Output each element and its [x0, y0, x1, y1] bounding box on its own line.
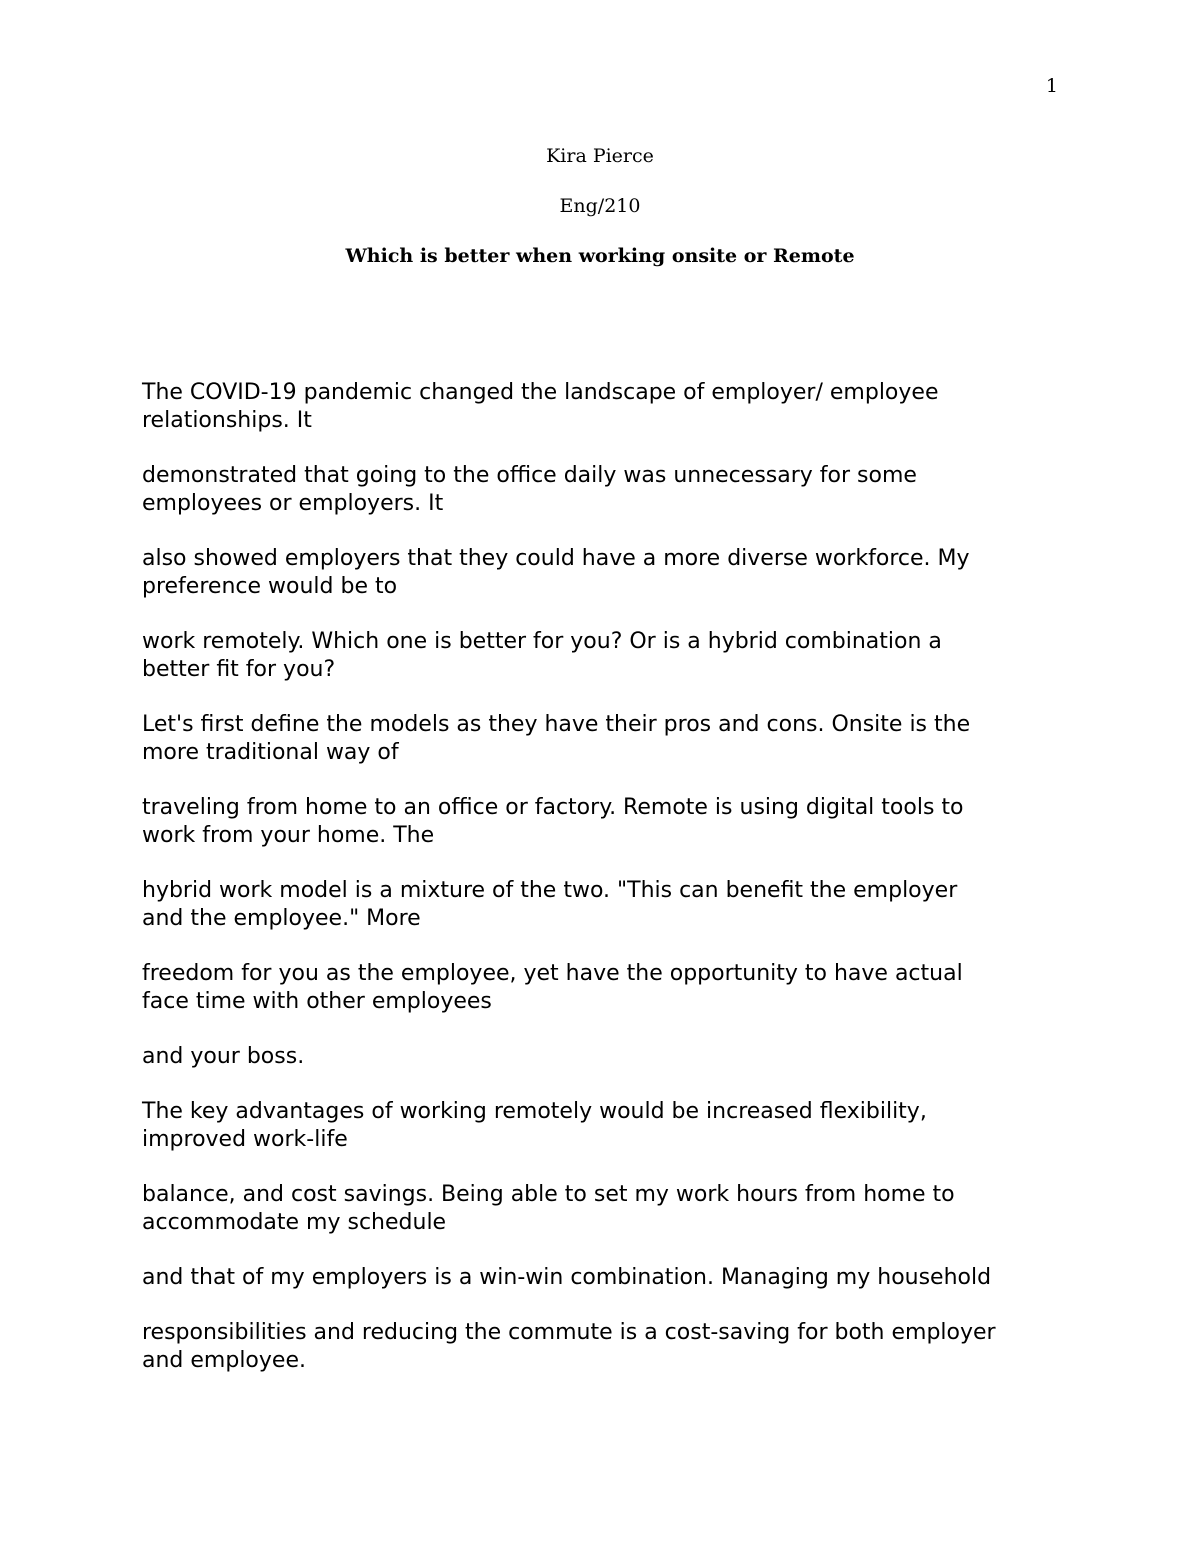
paragraph-line: The key advantages of working remotely would be increased flexibility,: [142, 1099, 927, 1124]
paragraph-line: and that of my employers is a win-win combination. Managing my household: [142, 1265, 992, 1290]
essay-title: Which is better when working onsite or Remote: [345, 245, 855, 267]
paragraph-line: more traditional way of: [142, 740, 399, 765]
paragraph-line: work from your home. The: [142, 823, 435, 848]
paragraph-line: and the employee." More: [142, 906, 421, 931]
paragraph-line: work remotely. Which one is better for you? Or is a hybrid combination a: [142, 629, 942, 654]
paragraph: [142, 379, 1062, 435]
paragraph-line: The COVID-19 pandemic changed the landscape of employer/ employee: [142, 380, 939, 405]
paragraph: [142, 1181, 1062, 1237]
paragraph-line: traveling from home to an office or factory. Remote is using digital tools to: [142, 795, 964, 820]
paragraph-line: better fit for you?: [142, 657, 336, 682]
paragraph-line: also showed employers that they could have a more diverse workforce. My: [142, 546, 970, 571]
paragraph-line: hybrid work model is a mixture of the two. "This can benefit the employer: [142, 878, 958, 903]
paragraph: [142, 711, 1062, 767]
paragraph-line: Let's first define the models as they have their pros and cons. Onsite is the: [142, 712, 971, 737]
paragraph: [142, 1043, 1062, 1071]
paragraph: [142, 1319, 1062, 1375]
paragraph-line: preference would be to: [142, 574, 398, 599]
essay-body: [142, 379, 1062, 1402]
paragraph: [142, 960, 1062, 1016]
author-name: Kira Pierce: [546, 145, 654, 167]
paragraph-line: responsibilities and reducing the commute is a cost-saving for both employer: [142, 1320, 996, 1345]
paragraph-line: relationships. It: [142, 408, 312, 433]
paragraph-line: employees or employers. It: [142, 491, 444, 516]
paragraph: [142, 462, 1062, 518]
paragraph-line: freedom for you as the employee, yet have the opportunity to have actual: [142, 961, 963, 986]
paragraph-line: demonstrated that going to the office daily was unnecessary for some: [142, 463, 917, 488]
paragraph-line: and your boss.: [142, 1044, 305, 1069]
page-number: 1: [1045, 75, 1058, 97]
paragraph: [142, 794, 1062, 850]
paragraph: [142, 545, 1062, 601]
paragraph-line: accommodate my schedule: [142, 1210, 447, 1235]
paragraph-line: improved work-life: [142, 1127, 348, 1152]
paragraph-line: and employee.: [142, 1348, 306, 1373]
paragraph-line: face time with other employees: [142, 989, 492, 1014]
paragraph: [142, 1264, 1062, 1292]
course-code: Eng/210: [559, 195, 641, 217]
paragraph-line: balance, and cost savings. Being able to set my work hours from home to: [142, 1182, 955, 1207]
paragraph: [142, 1098, 1062, 1154]
paragraph: [142, 628, 1062, 684]
paragraph: [142, 877, 1062, 933]
